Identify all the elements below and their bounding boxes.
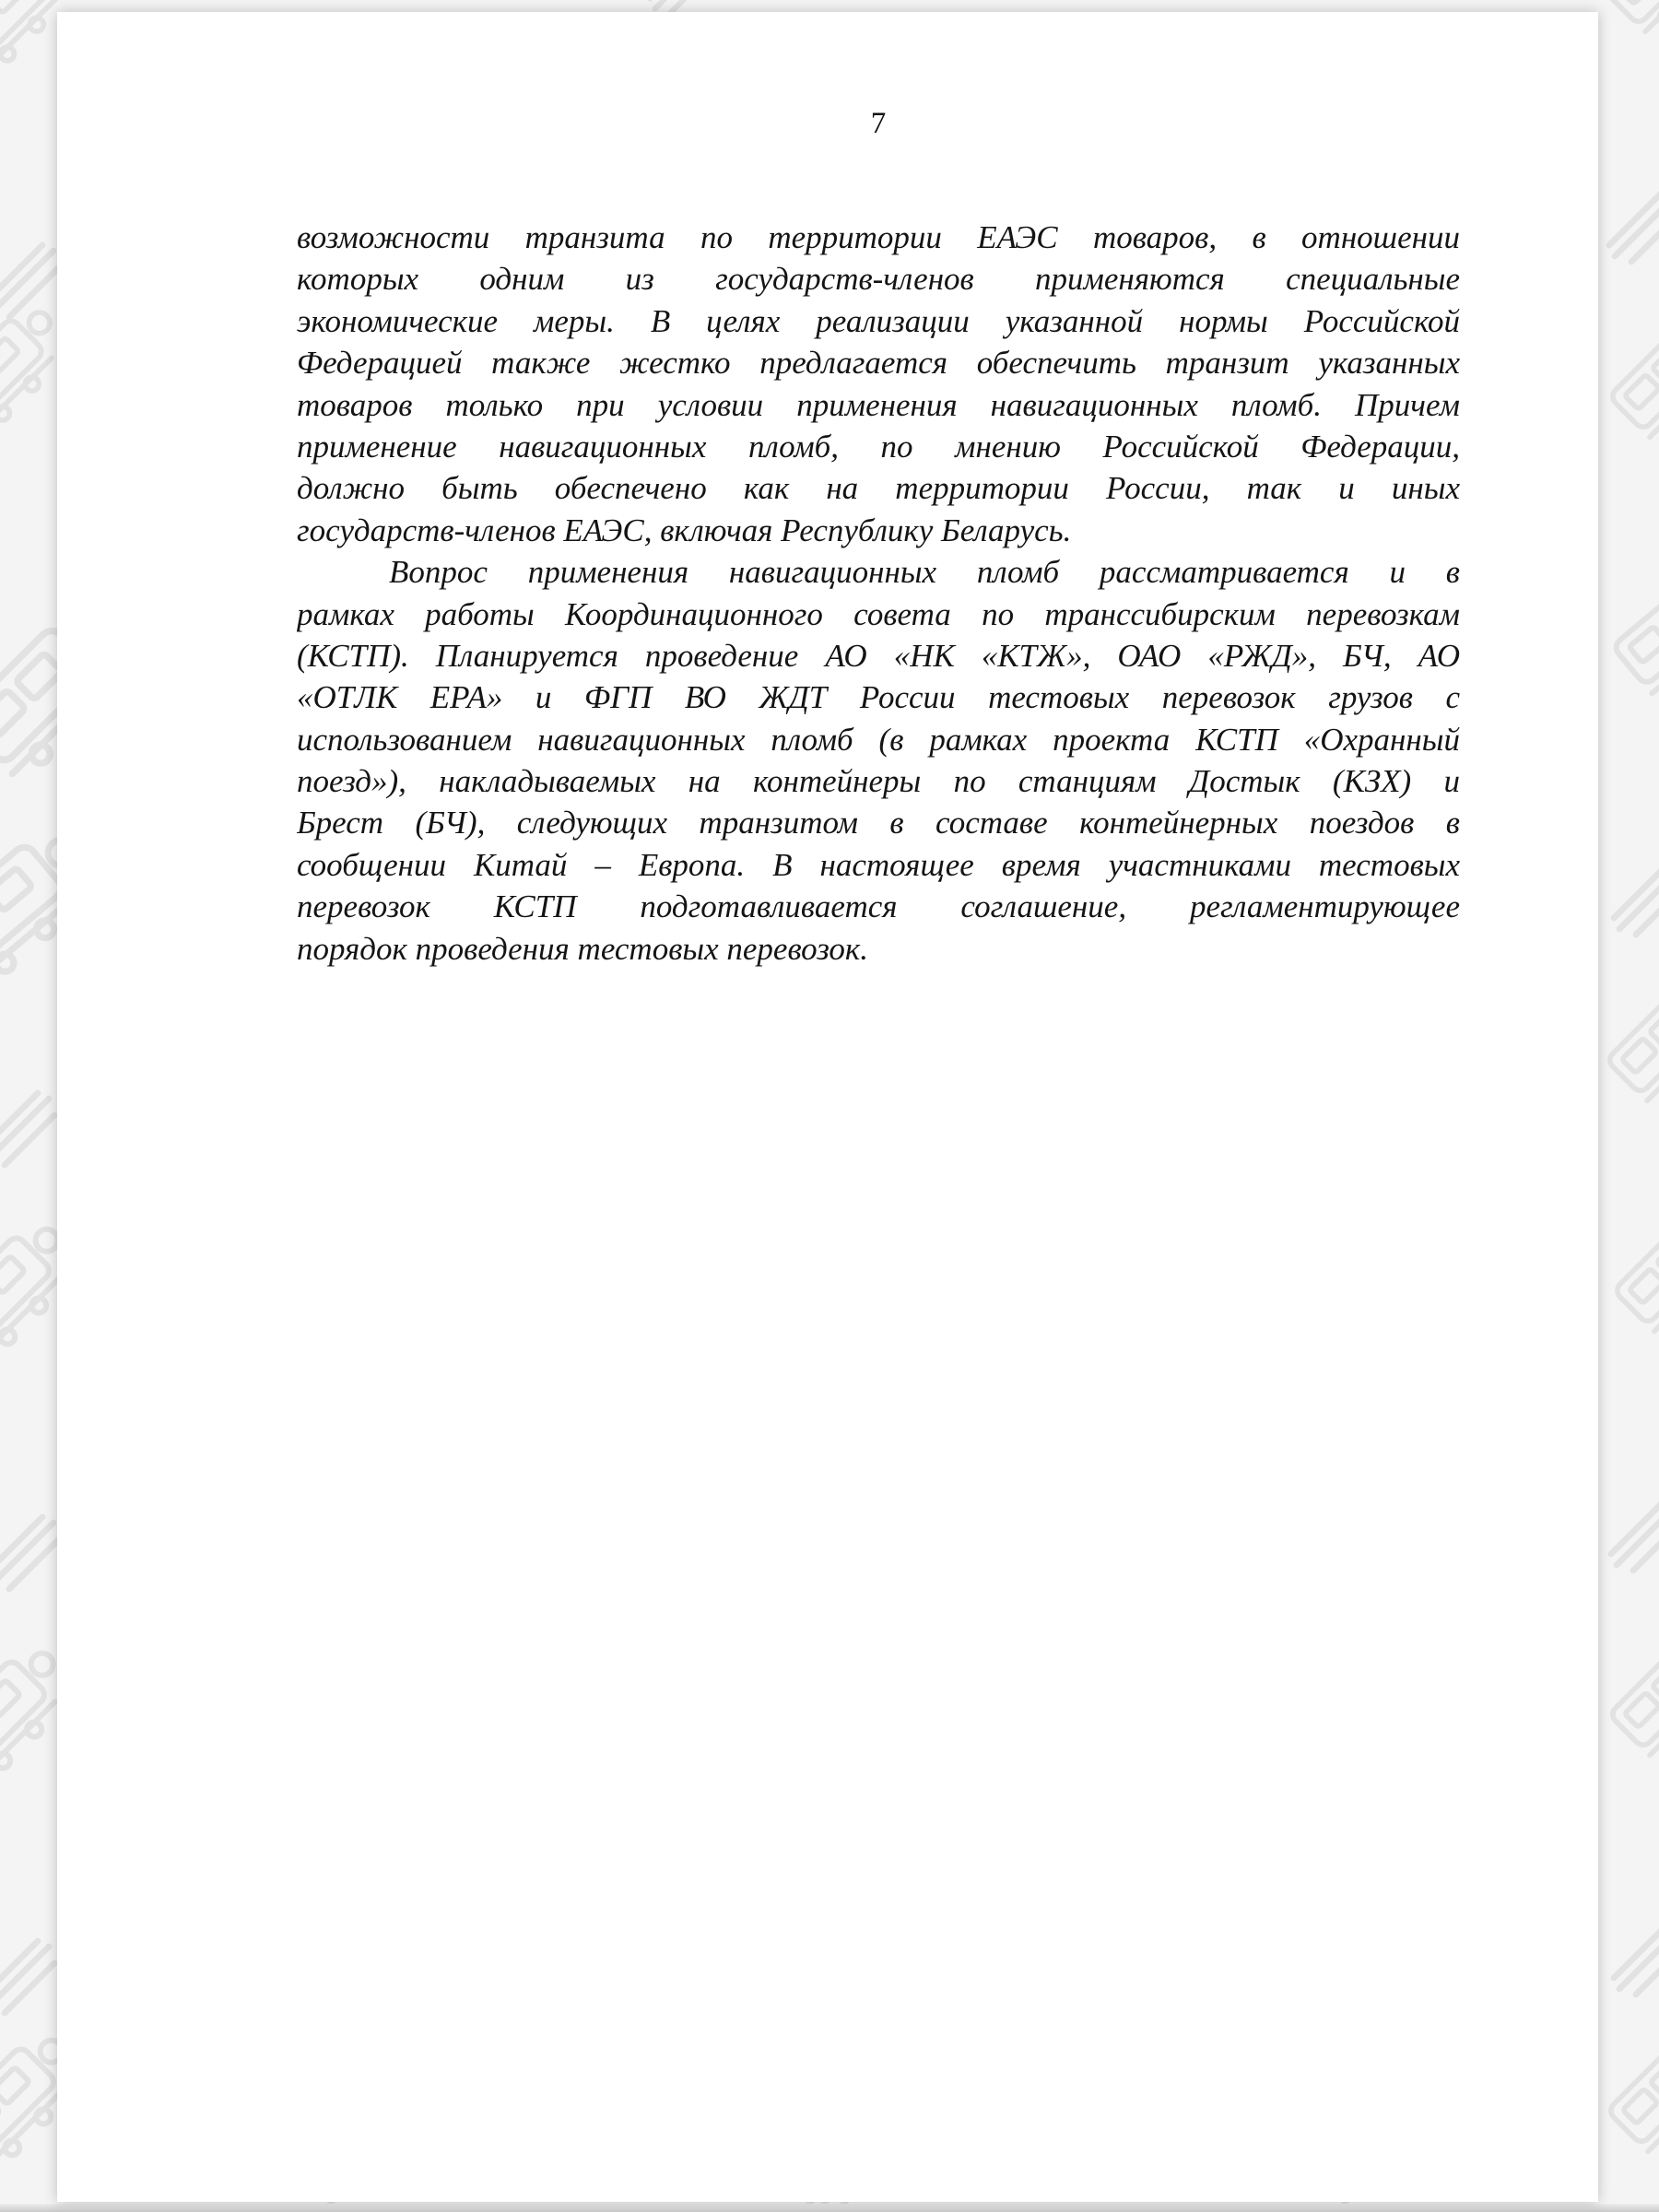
paragraph — [297, 217, 1460, 551]
page-number: 7 — [870, 107, 887, 140]
track-hatch-icon — [0, 1517, 59, 1589]
text-line: «ОТЛК ЕРА» и ФГП ВО ЖДТ России тестовых перевозок грузов с — [297, 679, 1460, 716]
paragraph — [297, 551, 1460, 970]
scan-bottom-edge — [0, 2204, 1659, 2212]
train-outline-icon — [1607, 2022, 1659, 2159]
text-line: возможности транзита по территории ЕАЭС товаров, в отношении — [297, 219, 1460, 255]
train-outline-icon — [1606, 971, 1659, 1109]
text-line: порядок проведения тестовых перевозок. — [297, 930, 869, 967]
train-outline-icon — [1612, 560, 1659, 703]
text-line: Федерацией также жестко предлагается обеспечить транзит указанных — [297, 345, 1460, 382]
text-line: поезд»), накладываемых на контейнеры по станциям Достык (КЗХ) и — [297, 763, 1460, 800]
text-line: применение навигационных пломб, по мнению Российской Федерации, — [297, 428, 1460, 465]
train-outline-icon — [1609, 1626, 1659, 1763]
train-outline-icon — [1605, 0, 1659, 40]
track-hatch-icon — [1611, 1499, 1659, 1571]
train-outline-icon — [1609, 308, 1659, 445]
track-hatch-icon — [1614, 863, 1659, 935]
text-line: государств-членов ЕАЭС, включая Республику Беларусь. — [297, 512, 1072, 548]
text-line: перевозок КСТП подготавливается соглашение, регламентирующее — [297, 888, 1460, 925]
track-hatch-icon — [0, 245, 59, 317]
text-block — [297, 217, 1460, 970]
track-hatch-icon — [0, 1941, 54, 2013]
text-line: рамках работы Координационного совета по транссибирским перевозкам — [297, 595, 1460, 632]
text-line: которых одним из государств-членов применяются специальные — [297, 261, 1460, 298]
text-line: использованием навигационных пломб (в рамках проекта КСТП «Охранный — [297, 721, 1460, 758]
text-line: (КСТП). Планируется проведение АО «НК «КТЖ», ОАО «РЖД», БЧ, АО — [297, 637, 1460, 674]
track-hatch-icon — [1609, 190, 1659, 262]
track-hatch-icon — [1614, 1923, 1659, 1994]
text-line: сообщении Китай – Европа. В настоящее время участниками тестовых — [297, 846, 1460, 883]
text-line: Вопрос применения навигационных пломб рассматривается и в — [389, 554, 1460, 591]
text-line: Брест (БЧ), следующих транзитом в составе контейнерных поездов в — [297, 805, 1460, 841]
text-line: должно быть обеспечено как на территории России, так и иных — [297, 470, 1460, 507]
track-hatch-icon — [0, 1093, 54, 1165]
train-outline-icon — [1614, 1202, 1659, 1339]
text-line: экономические меры. В целях реализации указанной нормы Российской — [297, 302, 1460, 339]
text-line: товаров только при условии применения навигационных пломб. Причем — [297, 386, 1460, 423]
page-sheet — [57, 12, 1598, 2202]
